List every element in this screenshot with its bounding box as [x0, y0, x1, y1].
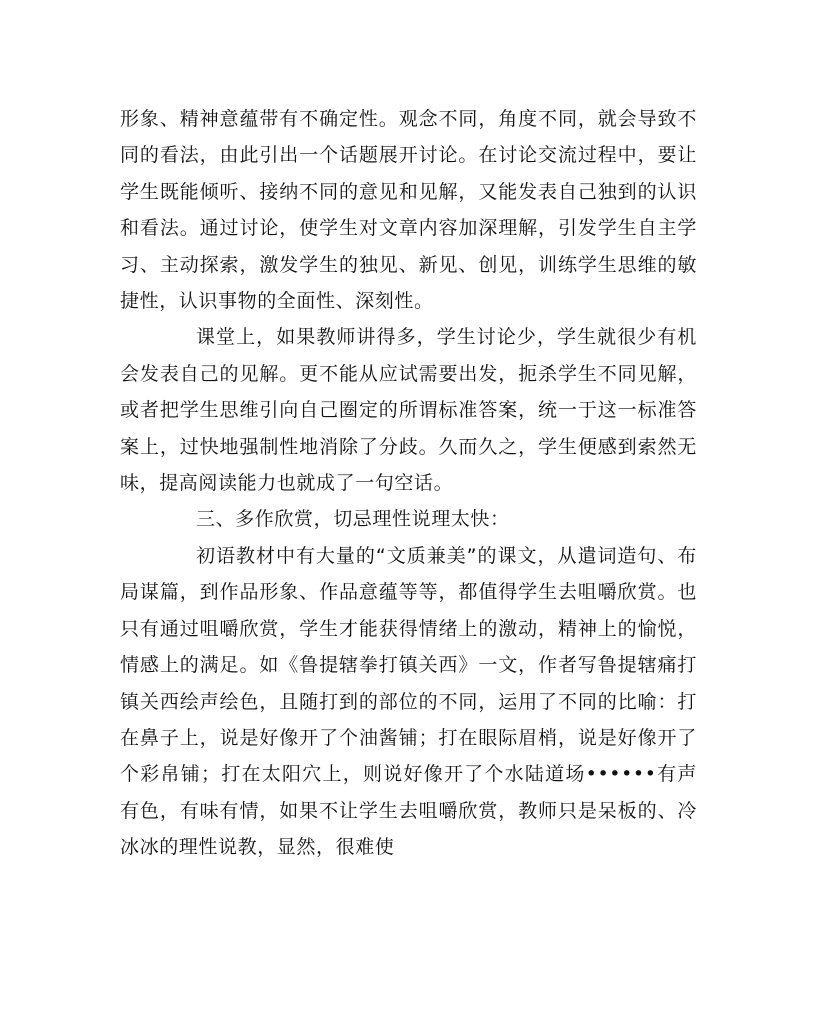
document-body — [120, 101, 697, 866]
section-heading: 三、多作欣赏，切忌理性说理太快： — [196, 508, 510, 531]
paragraph-appreciation: 初语教材中有大量的“文质兼美”的课文，从遣词造句、布局谋篇，到作品形象、作品意蕴等等，都值得学生去咀嚼欣赏。也只有通过咀嚼欣赏，学生才能获得情绪上的激动，精神上的愉悦，情感上的满足。如《鲁提辖拳打镇关西》一文，作者写鲁提辖痛打镇关西绘声绘色，且随打到的部位的不同，运用了不同的比喻：打在鼻子上，说是好像开了个油酱铺；打在眼际眉梢，说是好像开了个彩帛铺；打在太阳穴上，则说好像开了个水陆道场••••••有声有色，有味有情，如果不让学生去咀嚼欣赏，教师只是呆板的、冷冰冰的理性说教，显然，很难使 — [120, 544, 697, 859]
paragraph-continuation: 形象、精神意蕴带有不确定性。观念不同，角度不同，就会导致不同的看法，由此引出一个话题展开讨论。在讨论交流过程中，要让学生既能倾听、接纳不同的意见和见解，又能发表自己独到的认识和看法。通过讨论，使学生对文章内容加深理解，引发学生自主学习、主动探索，激发学生的独见、新见、创见，训练学生思维的敏捷性，认识事物的全面性、深刻性。 — [120, 108, 697, 313]
paragraph-classroom: 课堂上，如果教师讲得多，学生讨论少，学生就很少有机会发表自己的见解。更不能从应试需要出发，扼杀学生不同见解，或者把学生思维引向自己圈定的所谓标准答案，统一于这一标准答案上，过快地强制性地消除了分歧。久而久之，学生便感到索然无味，提高阅读能力也就成了一句空话。 — [120, 326, 697, 495]
